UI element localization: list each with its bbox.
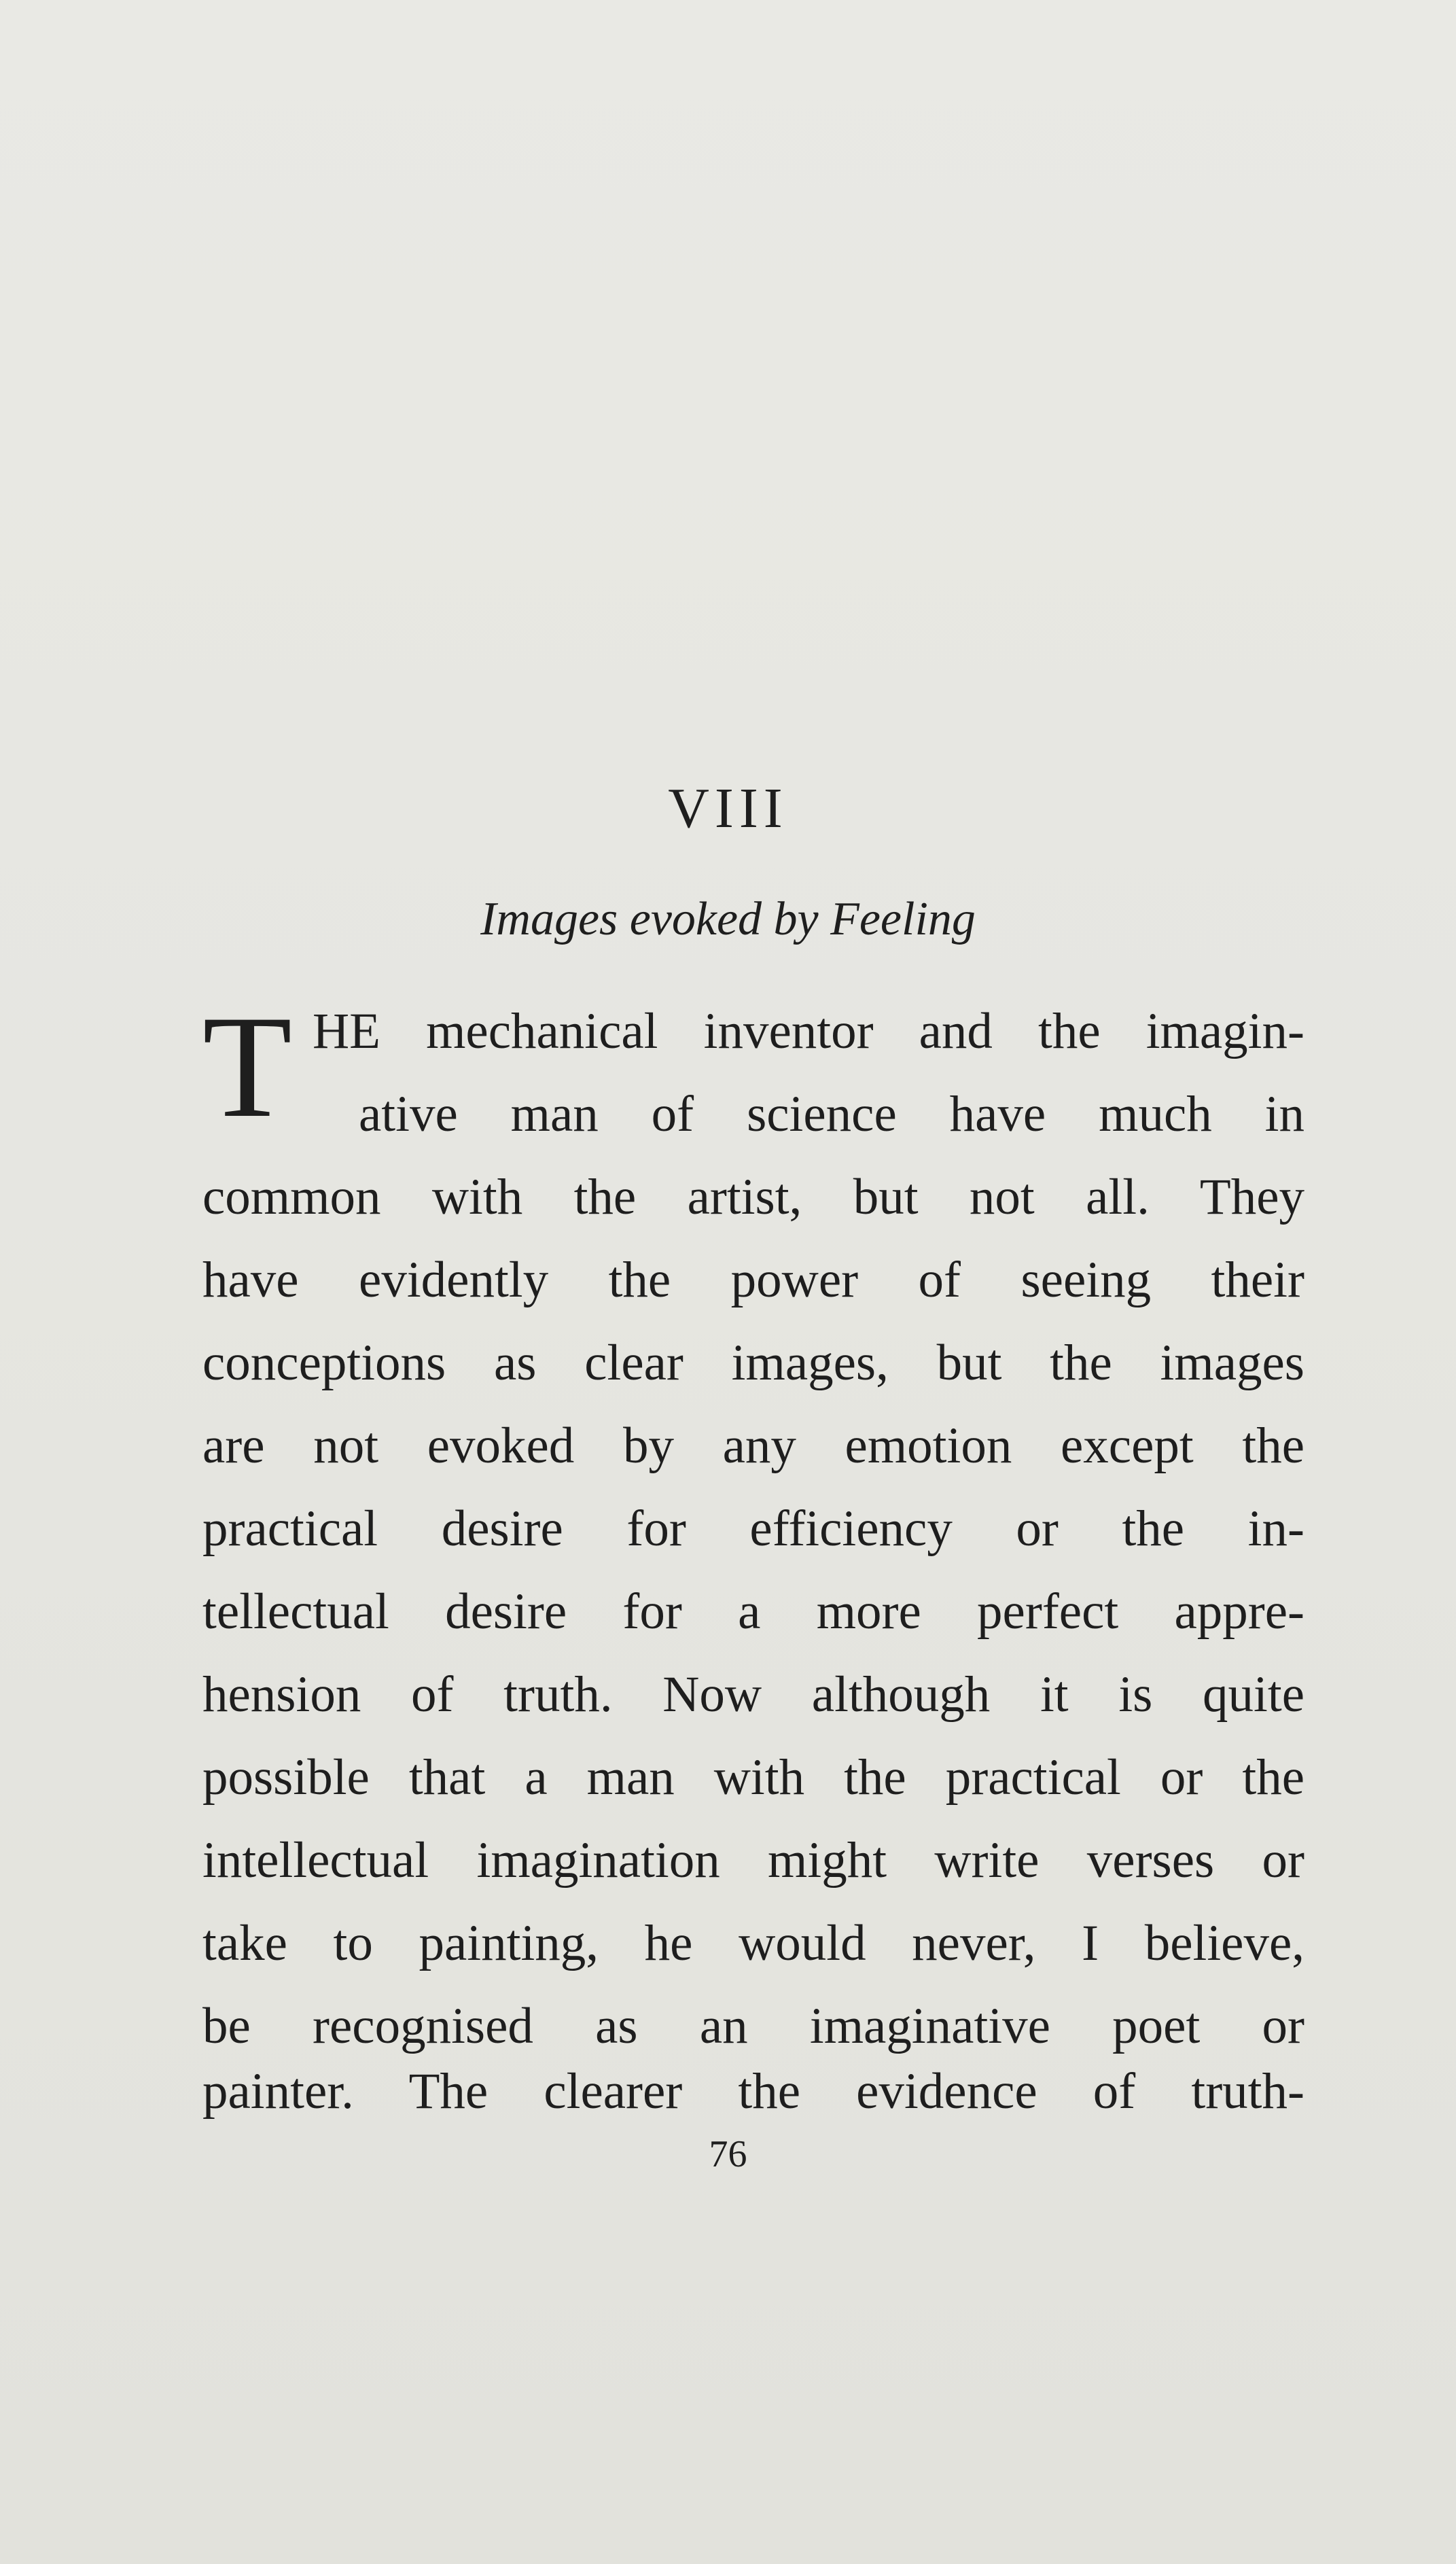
drop-cap: T [202, 985, 292, 1148]
text-line-9: hension of truth. Now although it is quite [202, 1666, 1304, 1723]
text-line-8: tellectual desire for a more perfect appre- [202, 1583, 1304, 1640]
text-line-7: practical desire for efficiency or the in- [202, 1500, 1304, 1557]
chapter-title: Images evoked by Feeling [480, 893, 976, 945]
text-line-4: have evidently the power of seeing their [202, 1252, 1304, 1308]
text-line-14: painter. The clearer the evidence of truth- [202, 2063, 1304, 2120]
chapter-number: VIII [668, 777, 788, 840]
text-line-10: possible that a man with the practical or the [202, 1749, 1304, 1806]
text-line-11: intellectual imagination might write verses or [202, 1832, 1304, 1889]
text-line-1: HE mechanical inventor and the imagin- [313, 1003, 1304, 1059]
text-line-12: take to painting, he would never, I believe, [202, 1915, 1304, 1971]
text-line-13: be recognised as an imaginative poet or [202, 1998, 1304, 2054]
text-line-6: are not evoked by any emotion except the [202, 1418, 1304, 1474]
text-line-2: ative man of science have much in [359, 1086, 1304, 1142]
text-line-5: conceptions as clear images, but the images [202, 1335, 1304, 1391]
page-number: 76 [709, 2133, 747, 2175]
text-line-3: common with the artist, but not all. They [202, 1169, 1304, 1225]
